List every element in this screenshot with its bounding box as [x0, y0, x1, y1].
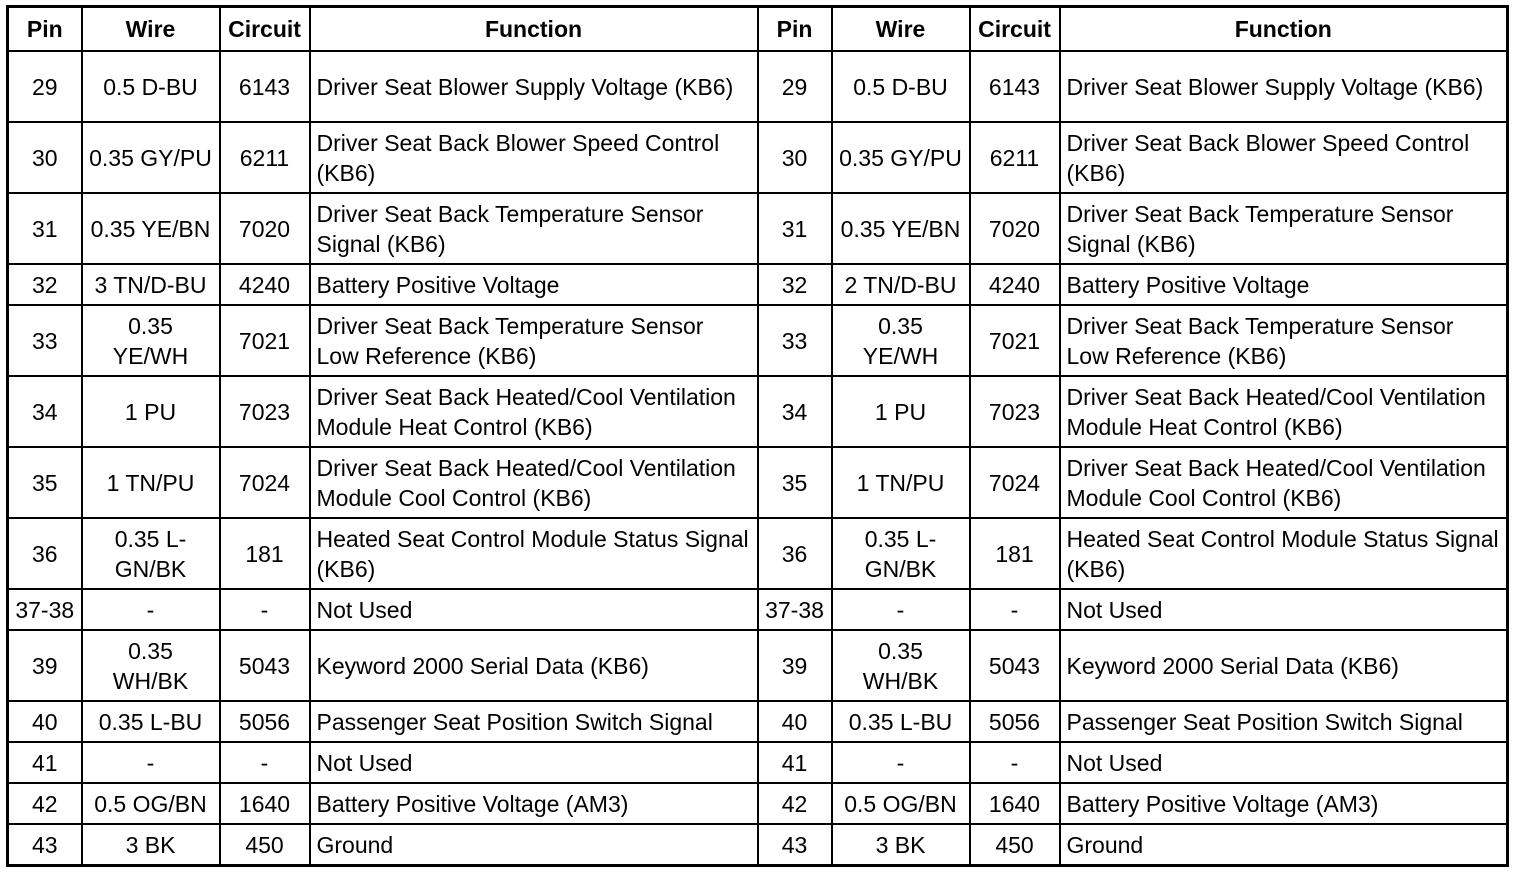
right-function-cell: Passenger Seat Position Switch Signal — [1060, 701, 1508, 742]
right-circuit-cell: 6211 — [970, 122, 1060, 193]
right-function-cell: Heated Seat Control Module Status Signal (KB6) — [1060, 518, 1508, 589]
left-function-cell: Driver Seat Back Temperature Sensor Low Reference (KB6) — [310, 305, 758, 376]
left-function-cell: Driver Seat Back Heated/Cool Ventilation Module Cool Control (KB6) — [310, 447, 758, 518]
left-function-cell: Battery Positive Voltage — [310, 264, 758, 305]
right-function-cell: Driver Seat Back Heated/Cool Ventilation Module Cool Control (KB6) — [1060, 447, 1508, 518]
left-wire-cell: 0.5 OG/BN — [82, 783, 220, 824]
left-function-cell: Driver Seat Blower Supply Voltage (KB6) — [310, 51, 758, 122]
left-function-cell: Battery Positive Voltage (AM3) — [310, 783, 758, 824]
left-wire-cell: 0.35 WH/BK — [82, 630, 220, 701]
right-pin-cell: 35 — [758, 447, 832, 518]
header-function-right: Function — [1060, 7, 1508, 52]
table-row — [8, 824, 1508, 866]
right-wire-cell: 0.5 OG/BN — [832, 783, 970, 824]
left-circuit-cell: 6211 — [220, 122, 310, 193]
left-pin-cell: 32 — [8, 264, 82, 305]
left-wire-cell: - — [82, 589, 220, 630]
table-row — [8, 305, 1508, 376]
left-circuit-cell: 4240 — [220, 264, 310, 305]
left-wire-cell: 3 TN/D-BU — [82, 264, 220, 305]
left-circuit-cell: - — [220, 742, 310, 783]
table-row — [8, 783, 1508, 824]
table-row — [8, 518, 1508, 589]
header-pin-right: Pin — [758, 7, 832, 52]
right-pin-cell: 34 — [758, 376, 832, 447]
right-pin-cell: 29 — [758, 51, 832, 122]
right-circuit-cell: 7020 — [970, 193, 1060, 264]
right-wire-cell: 0.35 YE/WH — [832, 305, 970, 376]
table-row — [8, 630, 1508, 701]
right-function-cell: Driver Seat Back Temperature Sensor Signal (KB6) — [1060, 193, 1508, 264]
left-circuit-cell: 5056 — [220, 701, 310, 742]
left-pin-cell: 43 — [8, 824, 82, 866]
left-pin-cell: 34 — [8, 376, 82, 447]
right-circuit-cell: 450 — [970, 824, 1060, 866]
left-pin-cell: 30 — [8, 122, 82, 193]
header-wire-left: Wire — [82, 7, 220, 52]
left-circuit-cell: 5043 — [220, 630, 310, 701]
right-pin-cell: 42 — [758, 783, 832, 824]
right-circuit-cell: 7023 — [970, 376, 1060, 447]
right-function-cell: Not Used — [1060, 742, 1508, 783]
right-wire-cell: 1 PU — [832, 376, 970, 447]
header-row — [8, 7, 1508, 52]
right-wire-cell: 0.35 L-BU — [832, 701, 970, 742]
left-pin-cell: 33 — [8, 305, 82, 376]
right-wire-cell: - — [832, 742, 970, 783]
table-row — [8, 589, 1508, 630]
left-pin-cell: 31 — [8, 193, 82, 264]
right-wire-cell: 0.35 L-GN/BK — [832, 518, 970, 589]
left-wire-cell: 0.35 YE/BN — [82, 193, 220, 264]
left-circuit-cell: 7020 — [220, 193, 310, 264]
left-pin-cell: 37-38 — [8, 589, 82, 630]
left-circuit-cell: 7021 — [220, 305, 310, 376]
pinout-rows — [8, 51, 1508, 866]
table-row — [8, 122, 1508, 193]
left-function-cell: Not Used — [310, 742, 758, 783]
left-wire-cell: 0.35 GY/PU — [82, 122, 220, 193]
connector-pinout-table — [6, 5, 1509, 867]
right-pin-cell: 33 — [758, 305, 832, 376]
left-function-cell: Keyword 2000 Serial Data (KB6) — [310, 630, 758, 701]
table-row — [8, 701, 1508, 742]
left-pin-cell: 35 — [8, 447, 82, 518]
header-pin-left: Pin — [8, 7, 82, 52]
left-circuit-cell: 181 — [220, 518, 310, 589]
left-wire-cell: 0.35 L-GN/BK — [82, 518, 220, 589]
right-wire-cell: - — [832, 589, 970, 630]
right-pin-cell: 40 — [758, 701, 832, 742]
table-row — [8, 193, 1508, 264]
right-pin-cell: 37-38 — [758, 589, 832, 630]
right-pin-cell: 43 — [758, 824, 832, 866]
right-pin-cell: 31 — [758, 193, 832, 264]
right-wire-cell: 3 BK — [832, 824, 970, 866]
left-circuit-cell: 1640 — [220, 783, 310, 824]
right-circuit-cell: 181 — [970, 518, 1060, 589]
left-pin-cell: 42 — [8, 783, 82, 824]
header-circuit-right: Circuit — [970, 7, 1060, 52]
header-circuit-left: Circuit — [220, 7, 310, 52]
right-function-cell: Keyword 2000 Serial Data (KB6) — [1060, 630, 1508, 701]
left-circuit-cell: 7024 — [220, 447, 310, 518]
left-wire-cell: 0.5 D-BU — [82, 51, 220, 122]
table-row — [8, 447, 1508, 518]
right-function-cell: Driver Seat Back Temperature Sensor Low Reference (KB6) — [1060, 305, 1508, 376]
table-row — [8, 51, 1508, 122]
left-function-cell: Driver Seat Back Heated/Cool Ventilation Module Heat Control (KB6) — [310, 376, 758, 447]
left-wire-cell: 1 PU — [82, 376, 220, 447]
left-circuit-cell: - — [220, 589, 310, 630]
right-function-cell: Battery Positive Voltage — [1060, 264, 1508, 305]
right-circuit-cell: - — [970, 742, 1060, 783]
left-function-cell: Driver Seat Back Temperature Sensor Signal (KB6) — [310, 193, 758, 264]
right-function-cell: Driver Seat Blower Supply Voltage (KB6) — [1060, 51, 1508, 122]
right-wire-cell: 0.35 WH/BK — [832, 630, 970, 701]
left-wire-cell: 3 BK — [82, 824, 220, 866]
left-function-cell: Heated Seat Control Module Status Signal (KB6) — [310, 518, 758, 589]
right-wire-cell: 0.5 D-BU — [832, 51, 970, 122]
right-circuit-cell: 5043 — [970, 630, 1060, 701]
left-wire-cell: 0.35 L-BU — [82, 701, 220, 742]
left-pin-cell: 40 — [8, 701, 82, 742]
right-function-cell: Driver Seat Back Heated/Cool Ventilation Module Heat Control (KB6) — [1060, 376, 1508, 447]
left-function-cell: Driver Seat Back Blower Speed Control (KB6) — [310, 122, 758, 193]
right-circuit-cell: 5056 — [970, 701, 1060, 742]
right-circuit-cell: 6143 — [970, 51, 1060, 122]
right-pin-cell: 30 — [758, 122, 832, 193]
left-circuit-cell: 450 — [220, 824, 310, 866]
left-function-cell: Passenger Seat Position Switch Signal — [310, 701, 758, 742]
right-wire-cell: 1 TN/PU — [832, 447, 970, 518]
table-row — [8, 742, 1508, 783]
left-function-cell: Not Used — [310, 589, 758, 630]
right-circuit-cell: 4240 — [970, 264, 1060, 305]
left-wire-cell: 0.35 YE/WH — [82, 305, 220, 376]
left-circuit-cell: 7023 — [220, 376, 310, 447]
right-wire-cell: 0.35 YE/BN — [832, 193, 970, 264]
left-pin-cell: 39 — [8, 630, 82, 701]
right-circuit-cell: 7024 — [970, 447, 1060, 518]
header-wire-right: Wire — [832, 7, 970, 52]
table-row — [8, 264, 1508, 305]
left-pin-cell: 29 — [8, 51, 82, 122]
right-function-cell: Battery Positive Voltage (AM3) — [1060, 783, 1508, 824]
header-function-left: Function — [310, 7, 758, 52]
left-wire-cell: 1 TN/PU — [82, 447, 220, 518]
right-circuit-cell: 1640 — [970, 783, 1060, 824]
right-function-cell: Driver Seat Back Blower Speed Control (KB6) — [1060, 122, 1508, 193]
right-circuit-cell: 7021 — [970, 305, 1060, 376]
right-pin-cell: 36 — [758, 518, 832, 589]
left-pin-cell: 41 — [8, 742, 82, 783]
right-wire-cell: 2 TN/D-BU — [832, 264, 970, 305]
right-function-cell: Not Used — [1060, 589, 1508, 630]
right-circuit-cell: - — [970, 589, 1060, 630]
left-wire-cell: - — [82, 742, 220, 783]
left-circuit-cell: 6143 — [220, 51, 310, 122]
left-pin-cell: 36 — [8, 518, 82, 589]
right-pin-cell: 39 — [758, 630, 832, 701]
right-pin-cell: 32 — [758, 264, 832, 305]
right-wire-cell: 0.35 GY/PU — [832, 122, 970, 193]
pinout-table-wrapper — [6, 5, 1509, 867]
left-function-cell: Ground — [310, 824, 758, 866]
table-row — [8, 376, 1508, 447]
right-function-cell: Ground — [1060, 824, 1508, 866]
right-pin-cell: 41 — [758, 742, 832, 783]
